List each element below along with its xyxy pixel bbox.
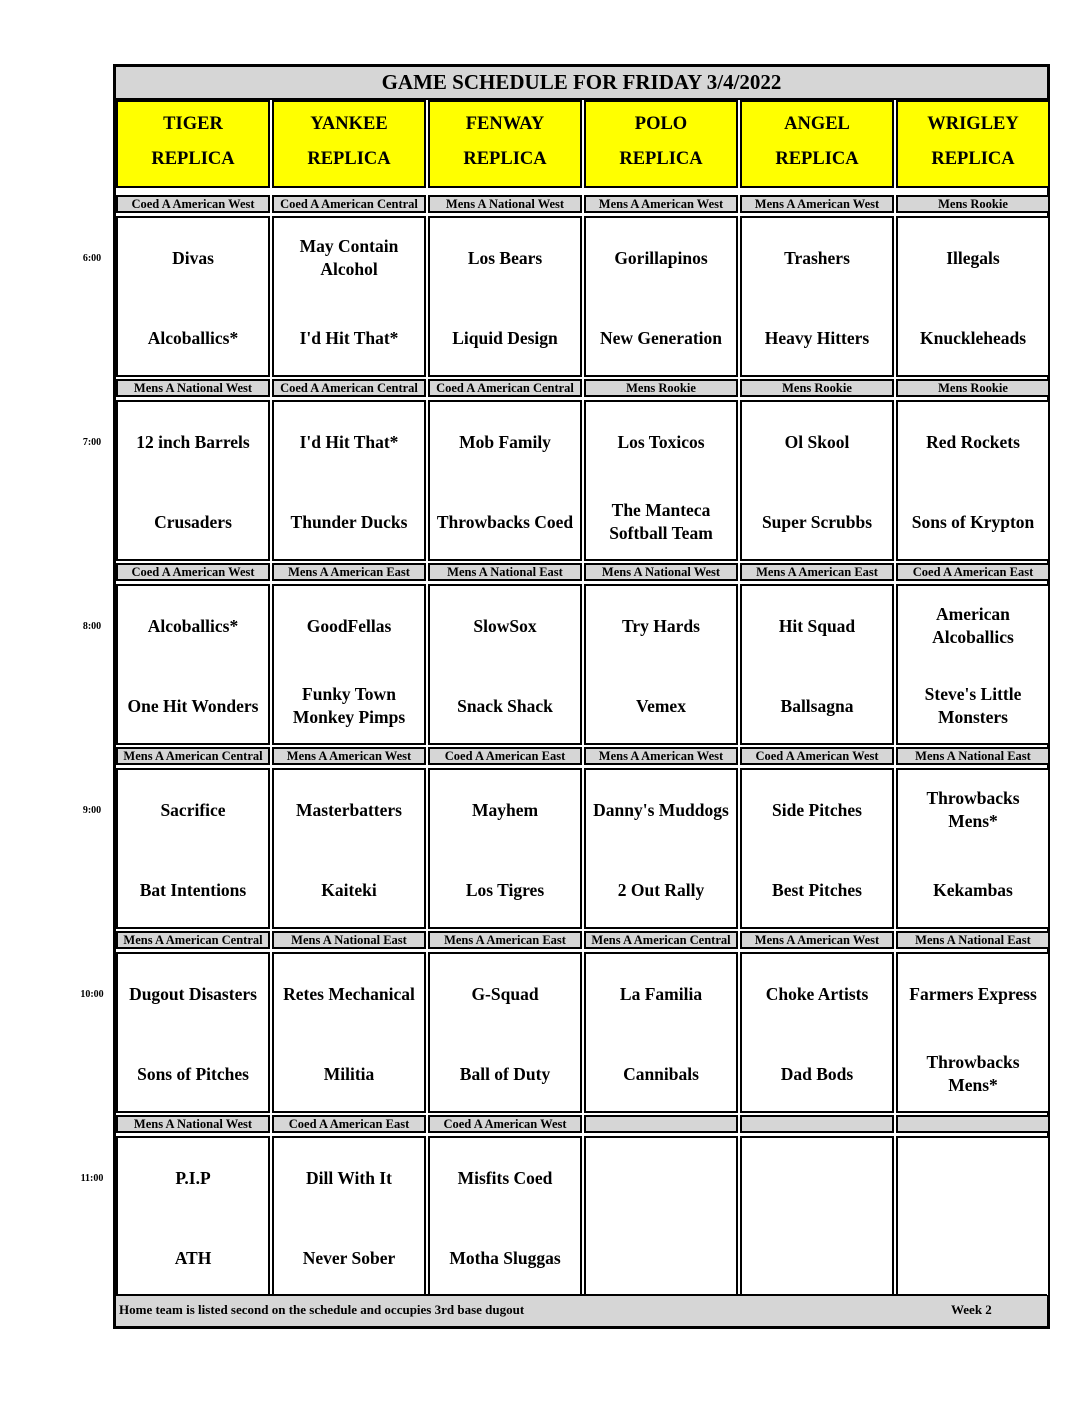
- away-team: La Familia: [619, 983, 703, 1004]
- game-cell: [428, 1136, 582, 1297]
- game-cell: [272, 1136, 426, 1297]
- away-team: Hit Squad: [778, 615, 856, 636]
- time-label: 9:00: [82, 805, 102, 816]
- away-team: G-Squad: [471, 983, 539, 1004]
- game-cell: [584, 952, 738, 1113]
- game-cell: [740, 216, 894, 377]
- home-team: Vemex: [636, 695, 686, 716]
- home-team: Knuckleheads: [920, 327, 1026, 348]
- home-team: Funky Town Monkey Pimps: [292, 684, 406, 727]
- time-label: 7:00: [82, 437, 102, 448]
- game-cell: [740, 400, 894, 561]
- field-name: YANKEE: [310, 114, 388, 134]
- game-cell: [896, 216, 1050, 377]
- division-label: Mens Rookie: [740, 379, 894, 397]
- field-name: POLO: [634, 114, 688, 134]
- division-label: Mens A American West: [740, 931, 894, 949]
- time-label: 10:00: [80, 989, 104, 1000]
- division-label: Mens A American Central: [116, 931, 270, 949]
- home-team: Ballsagna: [780, 695, 854, 716]
- division-label: Mens A American Central: [584, 931, 738, 949]
- home-team: Liquid Design: [452, 327, 558, 348]
- away-team: 12 inch Barrels: [136, 431, 250, 452]
- away-team: Ol Skool: [784, 431, 850, 452]
- game-cell: [584, 584, 738, 745]
- away-team: Trashers: [784, 247, 850, 268]
- home-team: New Generation: [600, 327, 722, 348]
- home-team: Motha Sluggas: [449, 1247, 561, 1268]
- away-team: Misfits Coed: [457, 1167, 553, 1188]
- home-team: Militia: [323, 1063, 375, 1084]
- away-team: Gorillapinos: [614, 247, 708, 268]
- home-team: Los Tigres: [465, 879, 545, 900]
- away-team: American Alcoballics: [932, 604, 1014, 647]
- away-team: Mayhem: [471, 799, 539, 820]
- game-cell: [896, 1136, 1050, 1297]
- home-team: One Hit Wonders: [127, 695, 259, 716]
- home-team: Throwbacks Mens*: [926, 1052, 1020, 1095]
- away-team: Retes Mechanical: [283, 983, 415, 1004]
- game-cell: [428, 216, 582, 377]
- game-cell: [584, 768, 738, 929]
- division-label: Coed A American West: [116, 195, 270, 213]
- game-cell: [428, 952, 582, 1113]
- division-label: Mens Rookie: [896, 379, 1050, 397]
- game-cell: [116, 400, 270, 561]
- division-label: Mens A National West: [584, 563, 738, 581]
- game-cell: [584, 400, 738, 561]
- home-team: Steve's Little Monsters: [924, 684, 1022, 727]
- division-label: Coed A American West: [428, 1115, 582, 1133]
- game-cell: [584, 1136, 738, 1297]
- division-label: Mens A National East: [428, 563, 582, 581]
- game-cell: [740, 584, 894, 745]
- away-team: [586, 1151, 736, 1205]
- home-team: [586, 1231, 736, 1285]
- away-team: Throwbacks Mens*: [926, 788, 1020, 831]
- away-team: Masterbatters: [296, 799, 402, 820]
- game-cell: [740, 1136, 894, 1297]
- footer-note: Home team is listed second on the schedule and occupies 3rd base dugout: [119, 1302, 525, 1317]
- home-team: Kaiteki: [321, 879, 377, 900]
- time-label: 8:00: [82, 621, 102, 632]
- away-team: Divas: [172, 247, 214, 268]
- game-cell: [116, 952, 270, 1113]
- away-team: Dugout Disasters: [129, 983, 257, 1004]
- away-team: Los Toxicos: [617, 431, 705, 452]
- footer-bar: [116, 1294, 1047, 1326]
- division-label: Mens A American East: [740, 563, 894, 581]
- away-team: Mob Family: [459, 431, 551, 452]
- away-team: I'd Hit That*: [299, 431, 399, 452]
- away-team: Sacrifice: [160, 799, 226, 820]
- home-team: I'd Hit That*: [299, 327, 399, 348]
- home-team: Thunder Ducks: [290, 511, 408, 532]
- division-label: Mens A National East: [896, 931, 1050, 949]
- division-label: Coed A American Central: [272, 195, 426, 213]
- field-name: TIGER: [163, 114, 223, 134]
- game-cell: [116, 584, 270, 745]
- division-label: Mens A American West: [584, 747, 738, 765]
- division-label: Mens A American East: [272, 563, 426, 581]
- field-header-polo: [584, 100, 738, 188]
- away-team: Dill With It: [306, 1167, 392, 1188]
- away-team: [742, 1151, 892, 1205]
- week-label: Week 2: [951, 1302, 992, 1317]
- game-cell: [272, 400, 426, 561]
- division-label: Mens A American West: [740, 195, 894, 213]
- home-team: Super Scrubbs: [761, 511, 873, 532]
- game-cell: [272, 768, 426, 929]
- home-team: Alcoballics*: [147, 327, 239, 348]
- division-label: Coed A American West: [740, 747, 894, 765]
- away-team: Los Bears: [467, 247, 543, 268]
- division-label: [740, 1115, 894, 1133]
- game-cell: [896, 584, 1050, 745]
- field-type: REPLICA: [775, 149, 859, 169]
- game-cell: [272, 216, 426, 377]
- home-team: Bat Intentions: [139, 879, 247, 900]
- away-team: Danny's Muddogs: [593, 799, 729, 820]
- division-label: Mens A National West: [116, 379, 270, 397]
- game-cell: [116, 216, 270, 377]
- home-team: [898, 1231, 1048, 1285]
- division-label: Mens A American West: [584, 195, 738, 213]
- away-team: Red Rockets: [926, 431, 1020, 452]
- field-name: ANGEL: [784, 114, 850, 134]
- game-cell: [428, 584, 582, 745]
- field-type: REPLICA: [307, 149, 391, 169]
- home-team: Never Sober: [302, 1247, 396, 1268]
- home-team: Dad Bods: [780, 1063, 854, 1084]
- game-cell: [272, 584, 426, 745]
- home-team: Best Pitches: [772, 879, 862, 900]
- home-team: 2 Out Rally: [617, 879, 705, 900]
- field-name: FENWAY: [465, 114, 545, 134]
- away-team: SlowSox: [473, 615, 537, 636]
- division-label: Mens A National West: [428, 195, 582, 213]
- field-name: WRIGLEY: [927, 114, 1019, 134]
- division-label: Coed A American Central: [428, 379, 582, 397]
- game-cell: [428, 400, 582, 561]
- field-type: REPLICA: [151, 149, 235, 169]
- game-cell: [116, 768, 270, 929]
- home-team: Crusaders: [154, 511, 232, 532]
- time-label: 11:00: [80, 1173, 104, 1184]
- away-team: Choke Artists: [765, 983, 869, 1004]
- home-team: Sons of Pitches: [137, 1063, 249, 1084]
- field-type: REPLICA: [619, 149, 703, 169]
- division-label: Mens A National East: [896, 747, 1050, 765]
- schedule-table: [113, 64, 1050, 1329]
- division-label: Mens A American Central: [116, 747, 270, 765]
- game-cell: [116, 1136, 270, 1297]
- field-header-wrigley: [896, 100, 1050, 188]
- away-team: May Contain Alcohol: [299, 236, 399, 279]
- home-team: Sons of Krypton: [911, 511, 1035, 532]
- game-cell: [584, 216, 738, 377]
- away-team: Farmers Express: [909, 983, 1037, 1004]
- away-team: GoodFellas: [306, 615, 392, 636]
- home-team: Cannibals: [623, 1063, 699, 1084]
- field-header-angel: [740, 100, 894, 188]
- division-label: [584, 1115, 738, 1133]
- away-team: Alcoballics*: [147, 615, 239, 636]
- division-label: Coed A American East: [428, 747, 582, 765]
- home-team: Heavy Hitters: [764, 327, 870, 348]
- home-team: The Manteca Softball Team: [609, 500, 713, 543]
- field-type: REPLICA: [931, 149, 1015, 169]
- division-label: Mens Rookie: [896, 195, 1050, 213]
- division-label: Mens A American West: [272, 747, 426, 765]
- away-team: Side Pitches: [772, 799, 862, 820]
- field-type: REPLICA: [463, 149, 547, 169]
- time-label: 6:00: [82, 253, 102, 264]
- game-cell: [740, 952, 894, 1113]
- home-team: Ball of Duty: [459, 1063, 551, 1084]
- game-cell: [272, 952, 426, 1113]
- page-title: GAME SCHEDULE FOR FRIDAY 3/4/2022: [116, 67, 1047, 100]
- game-cell: [896, 768, 1050, 929]
- away-team: Illegals: [946, 247, 1000, 268]
- division-label: Mens A National West: [116, 1115, 270, 1133]
- home-team: Throwbacks Coed: [436, 511, 574, 532]
- division-label: Mens A American East: [428, 931, 582, 949]
- division-label: [896, 1115, 1050, 1133]
- game-cell: [896, 400, 1050, 561]
- away-team: P.I.P: [175, 1167, 211, 1188]
- division-label: Coed A American West: [116, 563, 270, 581]
- field-header-yankee: [272, 100, 426, 188]
- game-cell: [740, 768, 894, 929]
- division-label: Mens Rookie: [584, 379, 738, 397]
- field-header-fenway: [428, 100, 582, 188]
- home-team: [742, 1231, 892, 1285]
- home-team: Snack Shack: [457, 695, 553, 716]
- division-label: Coed A American East: [896, 563, 1050, 581]
- away-team: Try Hards: [622, 615, 700, 636]
- division-label: Coed A American East: [272, 1115, 426, 1133]
- field-header-tiger: [116, 100, 270, 188]
- division-label: Mens A National East: [272, 931, 426, 949]
- game-cell: [896, 952, 1050, 1113]
- game-cell: [428, 768, 582, 929]
- division-label: Coed A American Central: [272, 379, 426, 397]
- home-team: ATH: [174, 1247, 212, 1268]
- home-team: Kekambas: [933, 879, 1013, 900]
- away-team: [898, 1151, 1048, 1205]
